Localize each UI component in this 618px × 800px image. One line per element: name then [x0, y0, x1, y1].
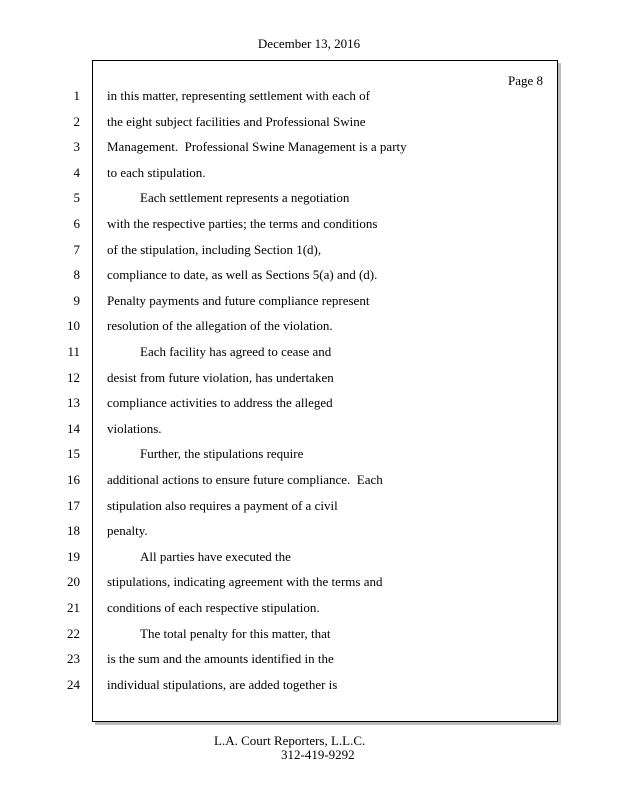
footer-company: L.A. Court Reporters, L.L.C. — [214, 733, 366, 748]
transcript-line: compliance to date, as well as Sections 5(a) and (d). — [107, 267, 378, 282]
line-number: 4 — [73, 165, 80, 180]
transcript-line: compliance activities to address the alleged — [107, 395, 333, 410]
line-number: 1 — [73, 88, 80, 103]
line-number: 11 — [67, 344, 80, 359]
transcript-line: Penalty payments and future compliance represent — [107, 293, 370, 308]
header-date: December 13, 2016 — [257, 36, 361, 51]
line-number: 20 — [67, 574, 80, 589]
transcript-line: additional actions to ensure future compliance. Each — [107, 472, 383, 487]
line-number: 17 — [67, 498, 80, 513]
line-number: 6 — [73, 216, 80, 231]
line-number: 22 — [67, 626, 80, 641]
footer-phone: 312-419-9292 — [281, 747, 355, 762]
transcript-line: Each facility has agreed to cease and — [140, 344, 332, 359]
line-number: 14 — [67, 421, 80, 436]
transcript-line: desist from future violation, has undertaken — [107, 370, 334, 385]
transcript-line: individual stipulations, are added together is — [107, 677, 338, 692]
line-number: 5 — [73, 190, 80, 205]
transcript-line: conditions of each respective stipulation. — [107, 600, 320, 615]
transcript-line: is the sum and the amounts identified in the — [107, 651, 334, 666]
transcript-line: the eight subject facilities and Professional Swine — [107, 114, 366, 129]
transcript-line: Management. Professional Swine Management is a party — [107, 139, 407, 154]
transcript-line: stipulations, indicating agreement with the terms and — [107, 574, 383, 589]
transcript-line: stipulation also requires a payment of a civil — [107, 498, 338, 513]
transcript-line: to each stipulation. — [107, 165, 206, 180]
transcript-line: with the respective parties; the terms and conditions — [107, 216, 378, 231]
line-number: 21 — [67, 600, 80, 615]
line-number: 12 — [67, 370, 80, 385]
transcript-line: of the stipulation, including Section 1(d), — [107, 242, 322, 257]
transcript-line: in this matter, representing settlement with each of — [107, 88, 371, 103]
transcript-line: All parties have executed the — [140, 549, 291, 564]
line-number: 23 — [67, 651, 80, 666]
transcript-line: violations. — [107, 421, 162, 436]
line-number: 8 — [73, 267, 80, 282]
line-number: 9 — [73, 293, 80, 308]
line-number: 3 — [73, 139, 80, 154]
transcript-page — [92, 60, 558, 722]
transcript-line: resolution of the allegation of the violation. — [107, 318, 333, 333]
page-number: Page 8 — [507, 73, 543, 88]
line-number: 18 — [67, 523, 80, 538]
line-number: 15 — [67, 446, 80, 461]
line-number: 13 — [67, 395, 80, 410]
line-number: 16 — [67, 472, 80, 487]
line-number: 7 — [73, 242, 80, 257]
line-number: 19 — [67, 549, 80, 564]
transcript-line: The total penalty for this matter, that — [140, 626, 331, 641]
transcript-line: penalty. — [107, 523, 148, 538]
line-number: 10 — [67, 318, 80, 333]
line-number: 2 — [73, 114, 80, 129]
line-number: 24 — [67, 677, 80, 692]
transcript-line: Each settlement represents a negotiation — [140, 190, 350, 205]
transcript-line: Further, the stipulations require — [140, 446, 304, 461]
